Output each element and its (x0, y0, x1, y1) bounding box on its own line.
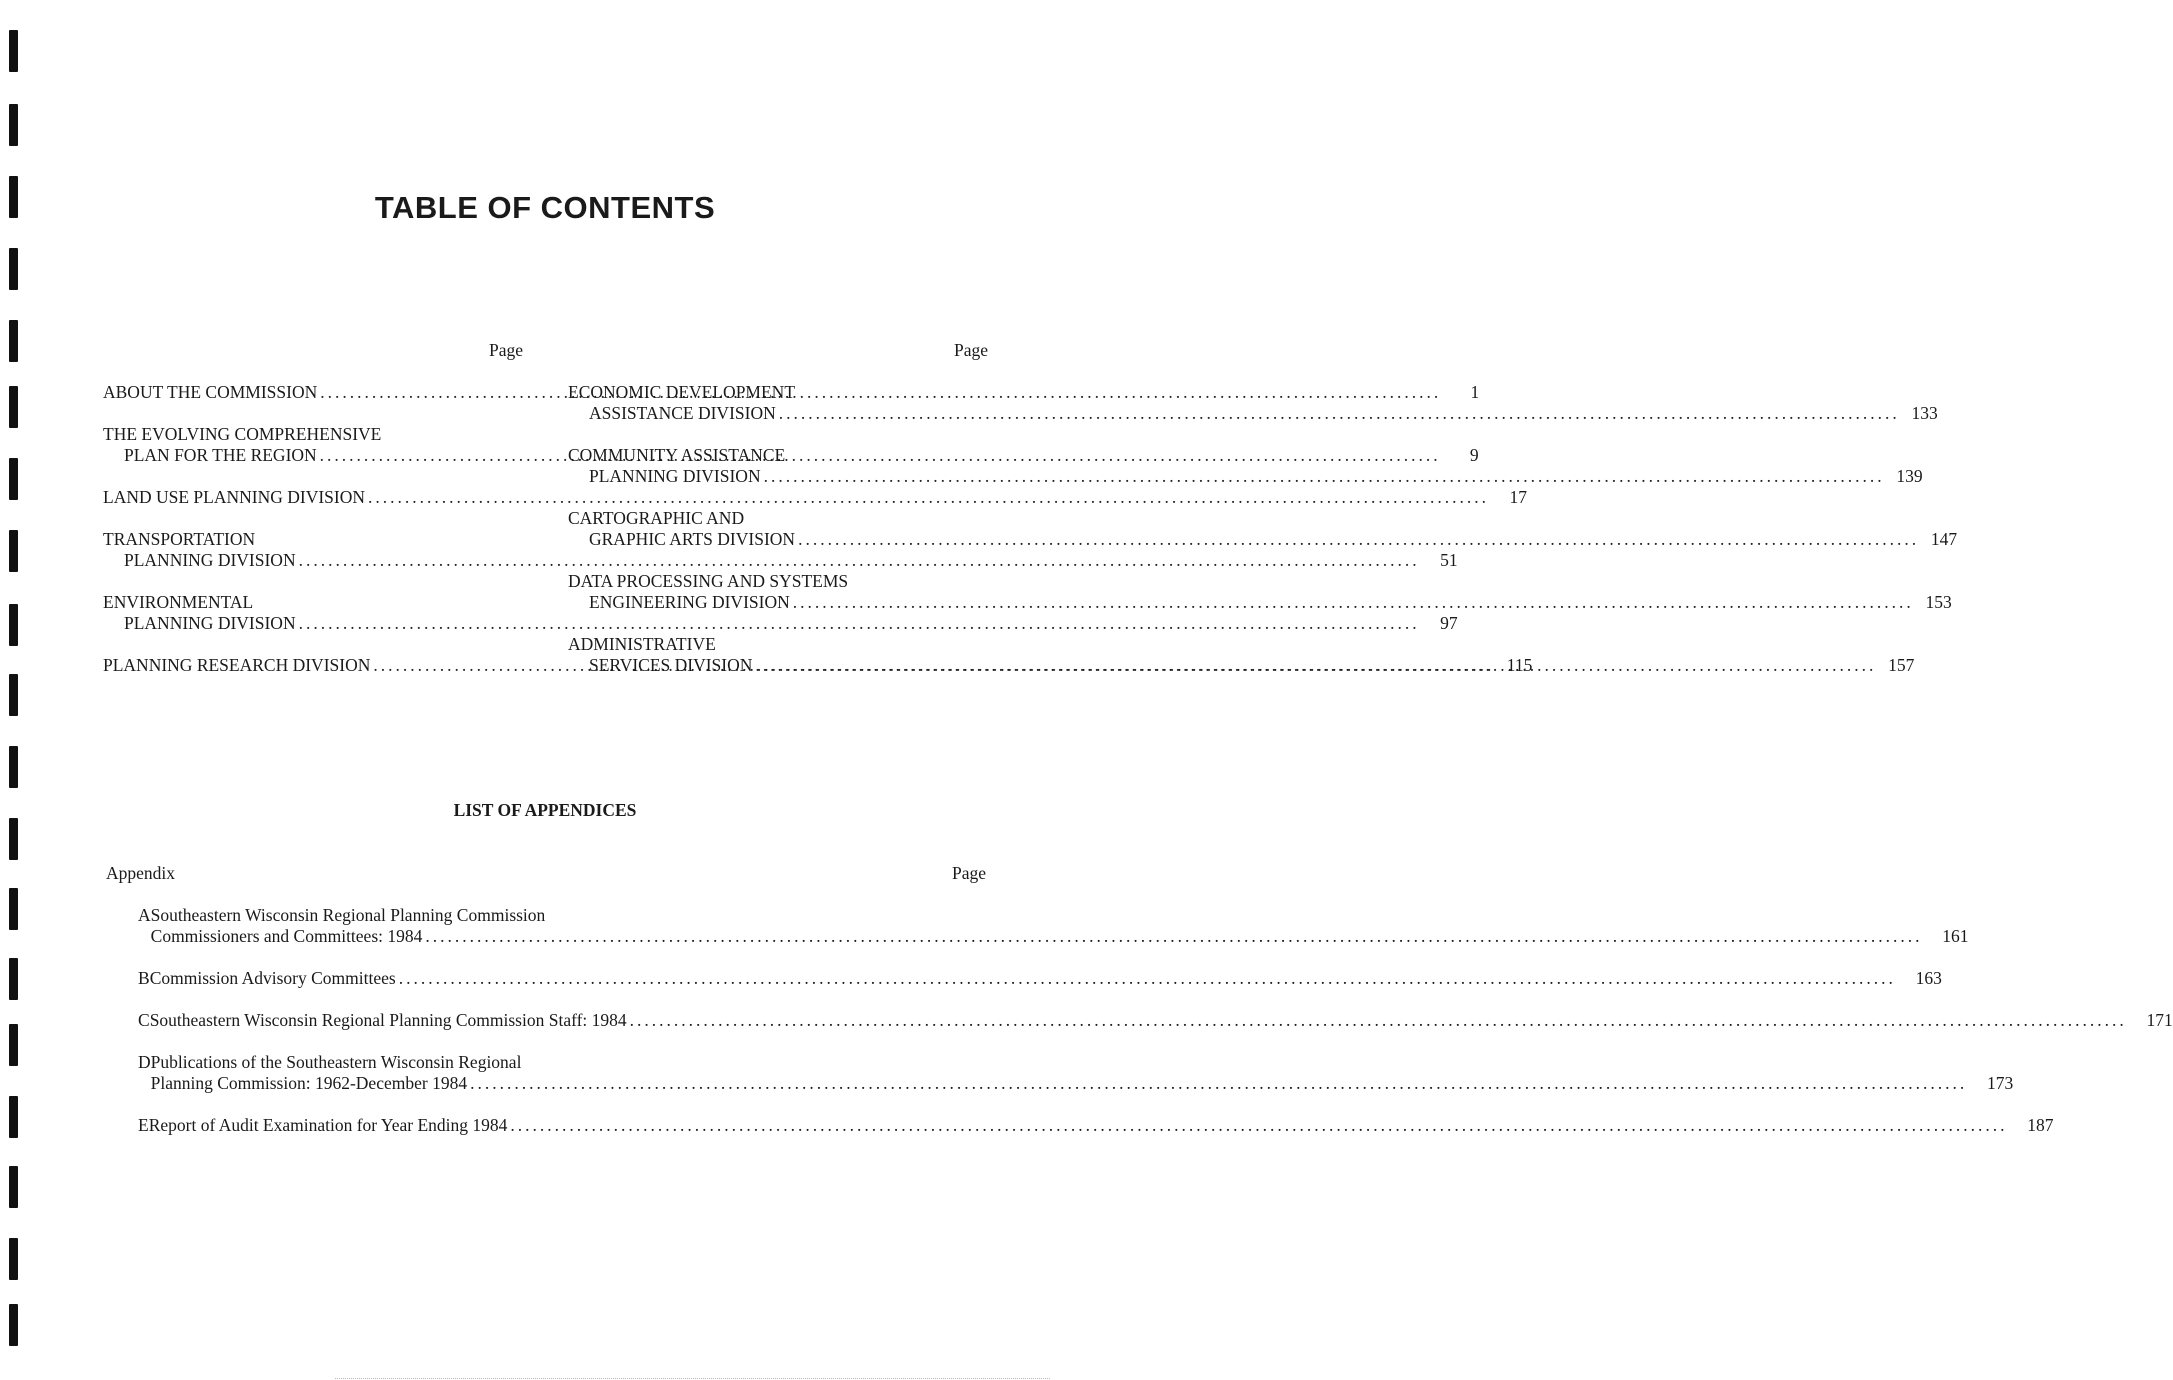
binder-hole (9, 104, 18, 146)
toc-entry-label: THE EVOLVING COMPREHENSIVE (103, 424, 382, 444)
toc-entry-label-cont: ASSISTANCE DIVISION (589, 403, 776, 423)
dot-leader (798, 529, 1919, 550)
toc-entry-page: 139 (1896, 466, 1923, 486)
appendix-page: 173 (1986, 1073, 2014, 1093)
page-edge-rule (335, 1378, 1050, 1379)
page-column-header: Page (953, 340, 988, 360)
toc-entry-label: LAND USE PLANNING DIVISION (103, 487, 365, 507)
appendix-label: Report of Audit Examination for Year Ending 1984 (148, 1115, 508, 1135)
appendix-page: 187 (2027, 1115, 2054, 1135)
toc-entry-label-cont: GRAPHIC ARTS DIVISION (589, 529, 796, 549)
dot-leader (470, 1073, 1967, 1094)
binder-hole (9, 1096, 18, 1138)
dot-leader (764, 466, 1885, 487)
appendix-item-a[interactable] (106, 905, 1969, 947)
toc-entry-page: 115 (1506, 655, 1533, 675)
appendix-page: 171 (2146, 1010, 2173, 1030)
toc-entry-page: 147 (1930, 529, 1958, 549)
appendices-header (106, 863, 986, 884)
binder-hole (9, 530, 18, 572)
toc-entry-label-cont: SERVICES DIVISION (589, 655, 753, 675)
toc-entry-label: ENVIRONMENTAL (103, 592, 254, 612)
page-column-header: Page (951, 863, 986, 883)
binder-punch-holes (9, 30, 25, 1360)
appendix-item-b[interactable] (106, 968, 1942, 989)
toc-entry-page: 17 (1509, 487, 1527, 507)
toc-entry-label: CARTOGRAPHIC AND (568, 508, 745, 528)
toc-entry-label: ABOUT THE COMMISSION (103, 382, 318, 402)
page-title: TABLE OF CONTENTS (374, 190, 716, 225)
dot-leader (630, 1010, 2127, 1031)
binder-hole (9, 320, 18, 362)
toc-entry-page: 97 (1440, 613, 1458, 633)
binder-hole (9, 248, 18, 290)
binder-hole (9, 1024, 18, 1066)
appendix-label: Publications of the Southeastern Wisconsin Regional (150, 1052, 522, 1072)
appendix-label: Southeastern Wisconsin Regional Planning Commission Staff: 1984 (149, 1010, 627, 1030)
toc-entry-label-cont: PLAN FOR THE REGION (124, 445, 317, 465)
dot-leader (779, 403, 1900, 424)
appendix-letter: A (138, 905, 151, 925)
toc-entry-label: COMMUNITY ASSISTANCE (568, 445, 786, 465)
toc-entry-label-cont: PLANNING DIVISION (124, 613, 296, 633)
toc-entry-page: 157 (1888, 655, 1915, 675)
toc-entry-page: 51 (1440, 550, 1458, 570)
binder-hole (9, 386, 18, 428)
toc-entry-label: ECONOMIC DEVELOPMENT (568, 382, 796, 402)
toc-entry-page: 9 (1469, 445, 1479, 465)
toc-entry-community-assistance[interactable] (568, 445, 1923, 487)
appendix-letter: B (138, 968, 150, 988)
dot-leader (399, 968, 1896, 989)
appendix-letter: C (138, 1010, 150, 1030)
appendix-item-c[interactable] (106, 1010, 2173, 1031)
toc-entry-data-processing[interactable] (568, 571, 1952, 613)
page-column-header: Page (488, 340, 523, 360)
dot-leader (793, 592, 1914, 613)
toc-entry-economic-development[interactable] (568, 382, 1938, 424)
appendix-item-d[interactable] (106, 1052, 2014, 1094)
appendix-label: Southeastern Wisconsin Regional Planning Commission (150, 905, 546, 925)
binder-hole (9, 674, 18, 716)
toc-entry-cartographic-graphic-arts[interactable] (568, 508, 1958, 550)
binder-hole (9, 1238, 18, 1280)
toc-entry-page: 153 (1925, 592, 1952, 612)
appendix-item-e[interactable] (106, 1115, 2054, 1136)
binder-hole (9, 1166, 18, 1208)
appendix-label-cont: Commissioners and Committees: 1984 (150, 926, 423, 946)
toc-entry-label: TRANSPORTATION (103, 529, 256, 549)
appendix-page: 161 (1942, 926, 1969, 946)
dot-leader (755, 655, 1876, 676)
toc-entry-page: 133 (1911, 403, 1938, 423)
appendices-list (106, 863, 2173, 1157)
toc-entry-page: 1 (1470, 382, 1480, 402)
appendix-column-header: Appendix (106, 863, 176, 883)
toc-entry-label-cont: PLANNING DIVISION (589, 466, 761, 486)
binder-hole (9, 888, 18, 930)
dot-leader (510, 1115, 2007, 1136)
appendices-title: LIST OF APPENDICES (453, 800, 637, 820)
binder-hole (9, 458, 18, 500)
binder-hole (9, 818, 18, 860)
appendix-label: Commission Advisory Committees (149, 968, 396, 988)
binder-hole (9, 604, 18, 646)
appendix-label-cont: Planning Commission: 1962-December 1984 (150, 1073, 468, 1093)
dot-leader (425, 926, 1922, 947)
appendix-page: 163 (1915, 968, 1942, 988)
appendix-letter: D (138, 1052, 151, 1072)
binder-hole (9, 1304, 18, 1346)
toc-entry-label: ADMINISTRATIVE (568, 634, 716, 654)
binder-hole (9, 746, 18, 788)
toc-entry-label-cont: ENGINEERING DIVISION (589, 592, 790, 612)
binder-hole (9, 30, 18, 72)
toc-entry-label-cont: PLANNING DIVISION (124, 550, 296, 570)
appendix-letter: E (138, 1115, 149, 1135)
binder-hole (9, 958, 18, 1000)
toc-entry-label: PLANNING RESEARCH DIVISION (103, 655, 371, 675)
toc-entry-label: DATA PROCESSING AND SYSTEMS (568, 571, 849, 591)
toc-entry-land-use-planning[interactable] (103, 487, 1527, 508)
